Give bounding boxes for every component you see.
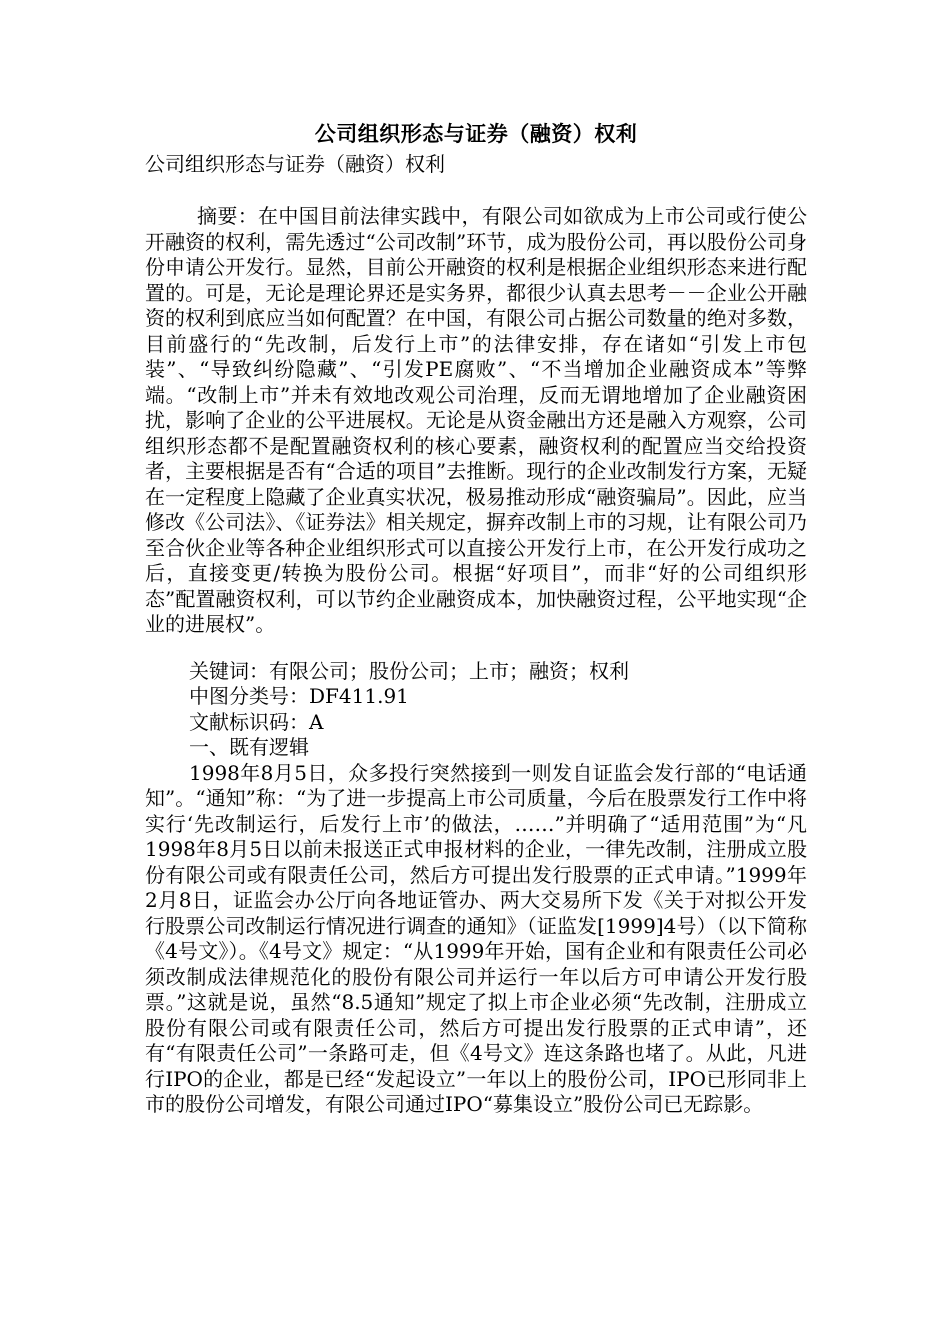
classification-line: 中图分类号：DF411.91: [189, 684, 409, 708]
document-subtitle: 公司组织形态与证券（融资）权利: [145, 152, 445, 176]
section-heading: 一、既有逻辑: [189, 735, 309, 759]
body-paragraph: 1998年8月5日，众多投行突然接到一则发自证监会发行部的“电话通知”。“通知”称：“为了进一步提高上市公司质量，今后在股票发行工作中将实行‘先改制运行，后发行上市’的做法，……”并明确了“适用范围”为“凡1998年8月5日以前未报送正式申报材料的企业，一律先改制，注册成立股份有限公司或有限责任公司，然后方可提出发行股票的正式申请。”1999年2月8日，证监会办公厅向各地证管办、两大交易所下发《关于对拟公开发行股票公司改制运行情况进行调查的通知》（证监发[1999]4号）（以下简称《4号文》）。《4号文》规定：“从1999年开始，国有企业和有限责任公司必须改制成法律规范化的股份有限公司并运行一年以后方可申请公开发行股票。”这就是说，虽然“8.5通知”规定了拟上市企业必须“先改制，注册成立股份有限公司或有限责任公司，然后方可提出发行股票的正式申请”，还有“有限责任公司”一条路可走，但《4号文》连这条路也堵了。从此，凡进行IPO的企业，都是已经“发起设立”一年以上的股份公司，IPO已形同非上市的股份公司增发，有限公司通过IPO“募集设立”股份公司已无踪影。: [145, 760, 807, 1116]
abstract-paragraph: 摘要：在中国目前法律实践中，有限公司如欲成为上市公司或行使公开融资的权利，需先透过“公司改制”环节，成为股份公司，再以股份公司身份申请公开发行。显然，目前公开融资的权利是根据企业组织形态来进行配置的。可是，无论是理论界还是实务界，都很少认真去思考－－企业公开融资的权利到底应当如何配置？在中国，有限公司占据公司数量的绝对多数，目前盛行的“先改制，后发行上市”的法律安排，存在诸如“引发上市包装”、“导致纠纷隐藏”、“引发PE腐败”、“不当增加企业融资成本”等弊端。“改制上市”并未有效地改观公司治理，反而无谓地增加了企业融资困扰，影响了企业的公平进展权。无论是从资金融出方还是融入方观察，公司组织形态都不是配置融资权利的核心要素，融资权利的配置应当交给投资者，主要根据是否有“合适的项目”去推断。现行的企业改制发行方案，无疑在一定程度上隐藏了企业真实状况，极易推动形成“融资骗局”。因此，应当修改《公司法》、《证券法》相关规定，摒弃改制上市的习规，让有限公司乃至合伙企业等各种企业组织形式可以直接公开发行上市，在公开发行成功之后，直接变更/转换为股份公司。根据“好项目”，而非“好的公司组织形态”配置融资权利，可以节约企业融资成本，加快融资过程，公平地实现“企业的进展权”。: [145, 204, 807, 636]
keywords-line: 关键词：有限公司；股份公司；上市；融资；权利: [189, 658, 629, 683]
metadata-block: [145, 659, 807, 761]
document-title: 公司组织形态与证券（融资）权利: [314, 121, 638, 146]
document-page: [145, 118, 807, 1118]
document-code-line: 文献标识码：A: [189, 709, 324, 734]
